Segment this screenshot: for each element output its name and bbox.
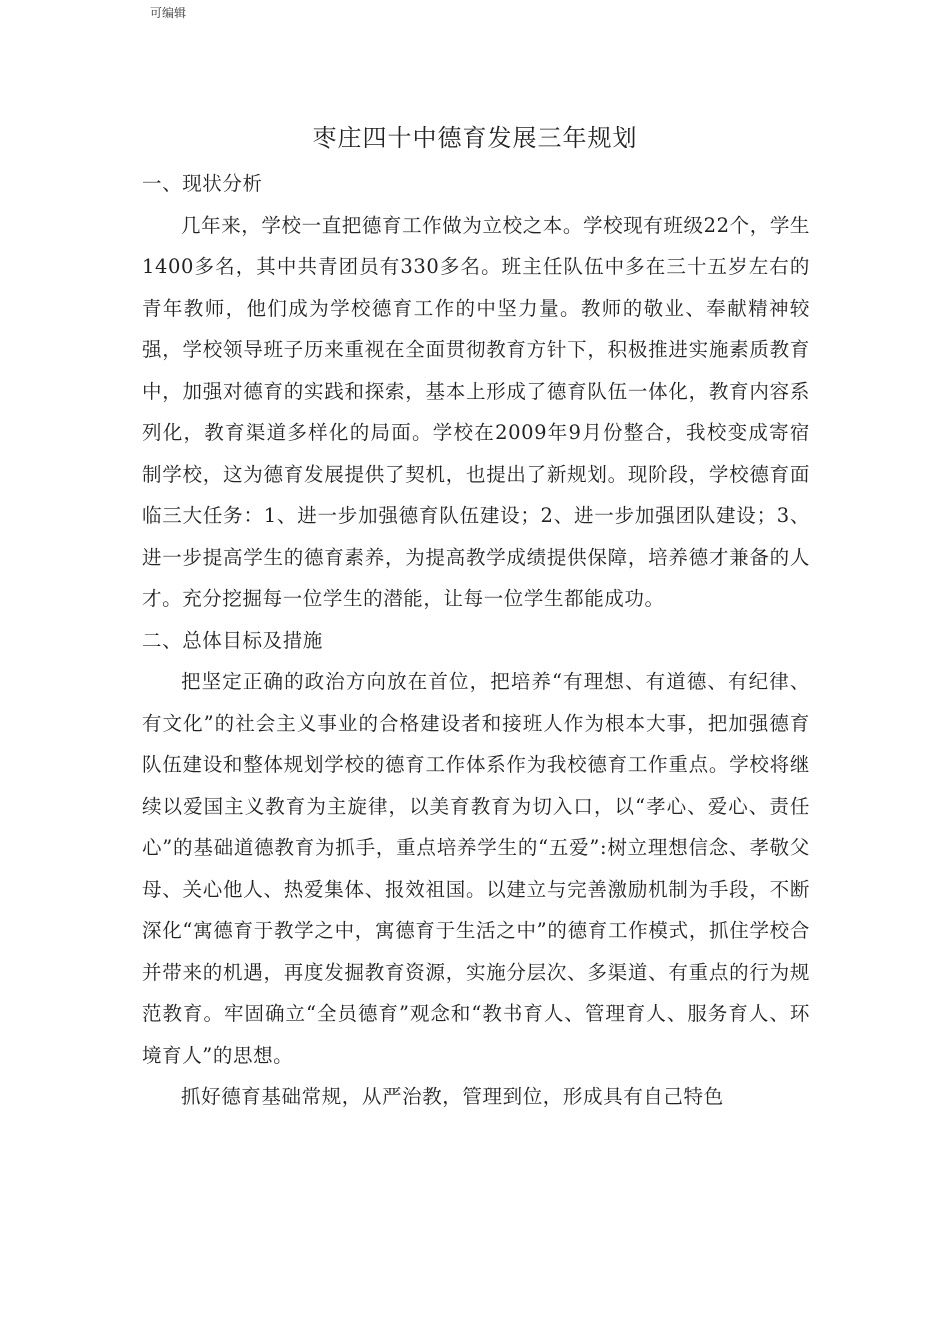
document-body [142, 163, 810, 1118]
paragraph-moral-routine: 抓好德育基础常规，从严治教，管理到位，形成具有自己特色 [181, 1085, 724, 1108]
paragraph-status-analysis: 几年来，学校一直把德育工作做为立校之本。学校现有班级22个，学生1400多名，其中共青团员有330多名。班主任队伍中多在三十五岁左右的青年教师，他们成为学校德育工作的中坚力量。教师的敬业、奉献精神较强，学校领导班子历来重视在全面贯彻教育方针下，积极推进实施素质教育中，加强对德育的实践和探索，基本上形成了德育队伍一体化，教育内容系列化，教育渠道多样化的局面。学校在2009年9月份整合，我校变成寄宿制学校，这为德育发展提供了契机，也提出了新规划。现阶段，学校德育面临三大任务：1、进一步加强德育队伍建设；2、进一步加强团队建设；3、进一步提高学生的德育素养，为提高教学成绩提供保障，培养德才兼备的人才。充分挖掘每一位学生的潜能，让每一位学生都能成功。 [142, 213, 811, 610]
paragraph-goals-measures: 把坚定正确的政治方向放在首位，把培养“有理想、有道德、有纪律、有文化”的社会主义事业的合格建设者和接班人作为根本大事，把加强德育队伍建设和整体规划学校的德育工作体系作为我校德育工作重点。学校将继续以爱国主义教育为主旋律，以美育教育为切入口，以“孝心、爱心、责任心”的基础道德教育为抓手，重点培养学生的“五爱”:树立理想信念、孝敬父母、关心他人、热爱集体、报效祖国。以建立与完善激励机制为手段，不断深化“寓德育于教学之中，寓德育于生活之中”的德育工作模式，抓住学校合并带来的机遇，再度发掘教育资源，实施分层次、多渠道、有重点的行为规范教育。牢固确立“全员德育”观念和“教书育人、管理育人、服务育人、环境育人”的思想。 [142, 670, 810, 1067]
editable-note: 可编辑 [150, 6, 187, 20]
document-title: 枣庄四十中德育发展三年规划 [312, 124, 638, 152]
section-heading-status-analysis: 一、现状分析 [142, 172, 263, 195]
section-heading-goals-measures: 二、总体目标及措施 [142, 628, 323, 652]
